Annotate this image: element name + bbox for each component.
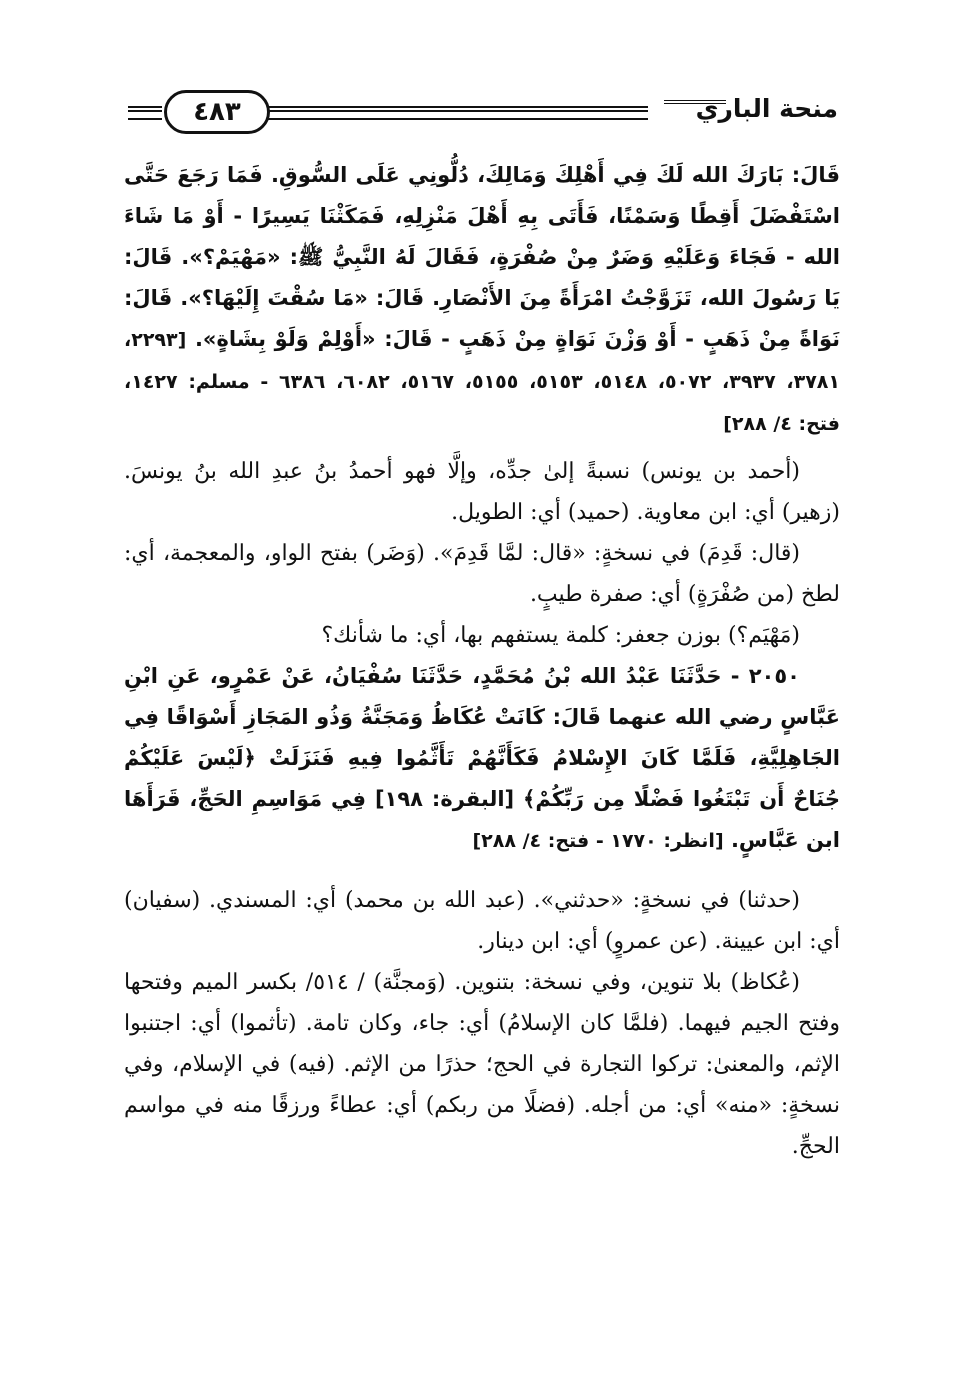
book-title: منحة الباري [695,94,838,123]
hadith-1-text: قَالَ: بَارَكَ الله لَكَ فِي أَهْلِكَ وَمَالِكَ، دُلُّونِي عَلَى السُّوقِ. فَمَا رَجَعَ حَتَّى اسْتَفْضَلَ أَقِطًا وَسَمْنًا، فَأَتَى بِهِ أَهْلَ مَنْزِلِهِ، فَمَكَثْنَا يَسِيرًا - أَوْ مَا شَاءَ الله - فَجَاءَ وَعَلَيْهِ وَضَرٌ مِنْ صُفْرَةٍ، فَقَالَ لَهُ النَّبِيُّ ﷺ: «مَهْيَمْ؟». قَالَ: يَا رَسُولَ الله، تَزَوَّجْتُ امْرَأَةً مِنَ الأَنْصَارِ. قَالَ: «مَا سُقْتَ إِلَيْهَا؟». قَالَ: نَوَاةً مِنْ ذَهَبٍ - أَوْ وَزْنَ نَوَاةٍ مِنْ ذَهَبٍ - قَالَ: «أَوْلِمْ وَلَوْ بِشَاةٍ». [124,163,840,351]
hadith-2050 [124,656,840,862]
hadith-2050-reference: [انظر: ١٧٧٠ - فتح: ٤/ ٢٨٨] [472,830,724,852]
commentary-paragraph-3: (مَهْيَم؟) بوزن جعفر: كلمة يستفهم بها، أي: ما شأنك؟ [321,623,800,648]
commentary-paragraph-2: (قال: قَدِمَ) في نسخةٍ: «قال: لمَّا قَدِمَ». (وَضَر) بفتح الواو، والمعجمة، أي: لطخ (من صُفْرَةٍ) أي: صفرة طيبٍ. [124,541,840,607]
page-body [124,155,840,1167]
spacer [124,862,840,880]
header-rule-left-under [128,118,162,120]
hadith-1-reference: [٢٢٩٣، ٣٧٨١، ٣٩٣٧، ٥٠٧٢، ٥١٤٨، ٥١٥٣، ٥١٥٥، ٥١٦٧، ٦٠٨٢، ٦٣٨٦ - مسلم: ١٤٢٧، فتح: ٤/ ٢٨٨] [124,329,840,435]
header-rule-short [664,100,726,104]
page-number: ٤٨٣ [193,97,241,127]
header-rule-long [250,106,648,112]
page-header [128,88,838,138]
commentary-paragraph-5: (عُكاظ) بلا تنوين، وفي نسخة: بتنوين. (وَمجنَّة) / ٥١٤/ بكسر الميم وفتحها وفتح الجيم فيهما. (فلمَّا كان الإسلامُ) أي: جاء، وكان تامة. (تأثموا) أي: اجتنبوا الإثم، والمعنىٰ: تركوا التجارة في الحج؛ حذرًا من الإثم. (فيه) في الإسلام، وفي نسخةٍ: «منه» أي: من أجله. (فضلًا من ربكم) أي: عطاءً ورزقًا منه في مواسم الحجِّ. [124,970,840,1159]
header-rule-long-under [250,118,648,120]
commentary-paragraph-4: (حدثنا) في نسخةٍ: «حدثني». (عبد الله بن محمد) أي: المسندي. (سفيان) أي: ابن عيينة. (عن عمروٍ) أي: ابن دينار. [124,888,840,954]
header-rule-left [128,106,162,112]
commentary-paragraph-1: (أحمد بن يونس) نسبةً إلىٰ جدِّه، وإلَّا فهو أحمدُ بنُ عبدِ الله بنُ يونسَ. (زهير) أي: ابن معاوية. (حميد) أي: الطويل. [124,459,840,525]
hadith-2050-text: ٢٠٥٠ - حَدَّثَنَا عَبْدُ الله بْنُ مُحَمَّدٍ، حَدَّثَنَا سُفْيَانُ، عَنْ عَمْرٍو، عَنِ ابْنِ عَبَّاسٍ رضي الله عنهما قَالَ: كَانَتْ عُكَاظُ وَمَجَنَّةُ وَذُو المَجَازِ أَسْوَاقًا فِي الجَاهِلِيَّةِ، فَلَمَّا كَانَ الإِسْلامُ فَكَأَنَّهُمْ تَأَثَّمُوا فِيهِ فَنَزَلَتْ ﴿لَيْسَ عَلَيْكُمْ جُنَاحٌ أَن تَبْتَغُوا فَضْلًا مِن رَبِّكُمْ﴾ [البقرة: ١٩٨] فِي مَوَاسِمِ الحَجِّ، قَرَأَهَا ابن عَبَّاسٍ. [124,664,840,852]
hadith-text-continued [124,155,840,445]
page-number-badge [164,90,270,134]
